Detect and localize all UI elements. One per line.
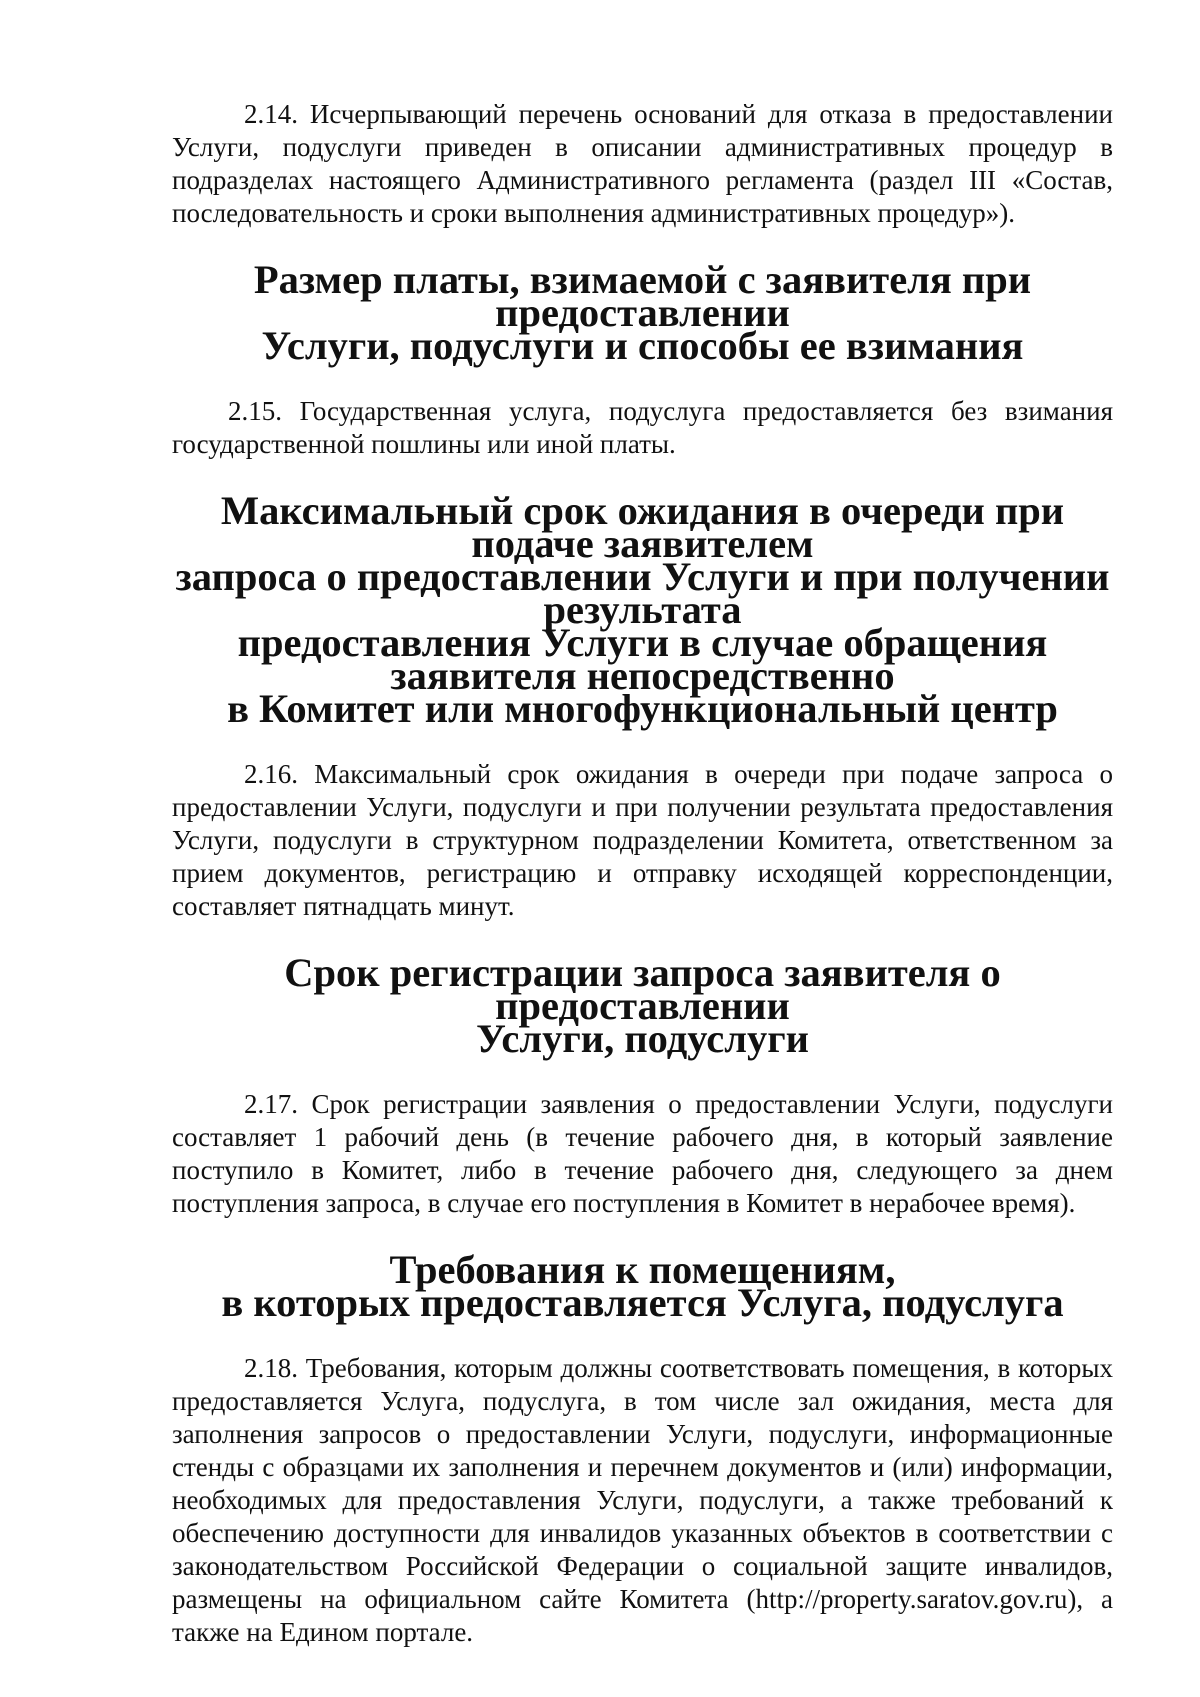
heading-fee-line-2: Услуги, подуслуги и способы ее взимания: [261, 323, 1024, 368]
heading-registration-line-1: Срок регистрации запроса заявителя о предоставлении: [284, 950, 1001, 1028]
heading-premises-line-2: в которых предоставляется Услуга, подуслуга: [221, 1280, 1064, 1325]
paragraph-2-15: 2.15. Государственная услуга, подуслуга предоставляется без взимания государственной пошлины или иной платы.: [172, 396, 1113, 459]
heading-premises: [172, 1247, 1113, 1325]
heading-queue-line-2: запроса о предоставлении Услуги и при получении результата: [175, 554, 1110, 632]
paragraph-2-14: 2.14. Исчерпывающий перечень оснований для отказа в предоставлении Услуги, подуслуги приведен в описании административных процедур в подразделах настоящего Административного регламента (раздел III «Состав, последовательность и сроки выполнения административных процедур»).: [172, 99, 1113, 228]
paragraph-2-18: 2.18. Требования, которым должны соответствовать помещения, в которых предоставляется Услуга, подуслуга, в том числе зал ожидания, места для заполнения запросов о предоставлении Услуги, подуслуги, информационные стенды с образцами их заполнения и перечнем документов и (или) информации, необходимых для предоставления Услуги, подуслуги, а также требований к обеспечению доступности для инвалидов указанных объектов в соответствии с законодательством Российской Федерации о социальной защите инвалидов, размещены на официальном сайте Комитета (http://property.saratov.gov.ru), а также на Едином портале.: [172, 1353, 1113, 1647]
heading-queue-line-1: Максимальный срок ожидания в очереди при подаче заявителем: [220, 488, 1065, 566]
heading-fee-line-1: Размер платы, взимаемой с заявителя при предоставлении: [253, 257, 1032, 335]
heading-premises-line-1: Требования к помещениям,: [389, 1247, 896, 1292]
heading-queue: [172, 488, 1113, 731]
paragraph-2-16: 2.16. Максимальный срок ожидания в очереди при подаче запроса о предоставлении Услуги, подуслуги и при получении результата предоставления Услуги, подуслуги в структурном подразделении Комитета, ответственном за прием документов, регистрацию и отправку исходящей корреспонденции, составляет пятнадцать минут.: [172, 759, 1113, 921]
heading-queue-line-3: предоставления Услуги в случае обращения заявителя непосредственно: [237, 620, 1048, 698]
heading-queue-line-4: в Комитет или многофункциональный центр: [227, 686, 1058, 731]
heading-fee: [172, 257, 1113, 368]
paragraph-2-17: 2.17. Срок регистрации заявления о предоставлении Услуги, подуслуги составляет 1 рабочий день (в течение рабочего дня, в который заявление поступило в Комитет, либо в течение рабочего дня, следующего за днем поступления запроса, в случае его поступления в Комитет в нерабочее время).: [172, 1089, 1113, 1218]
heading-registration-line-2: Услуги, подуслуги: [476, 1016, 809, 1061]
document-page: [172, 98, 1113, 1649]
heading-registration: [172, 950, 1113, 1061]
